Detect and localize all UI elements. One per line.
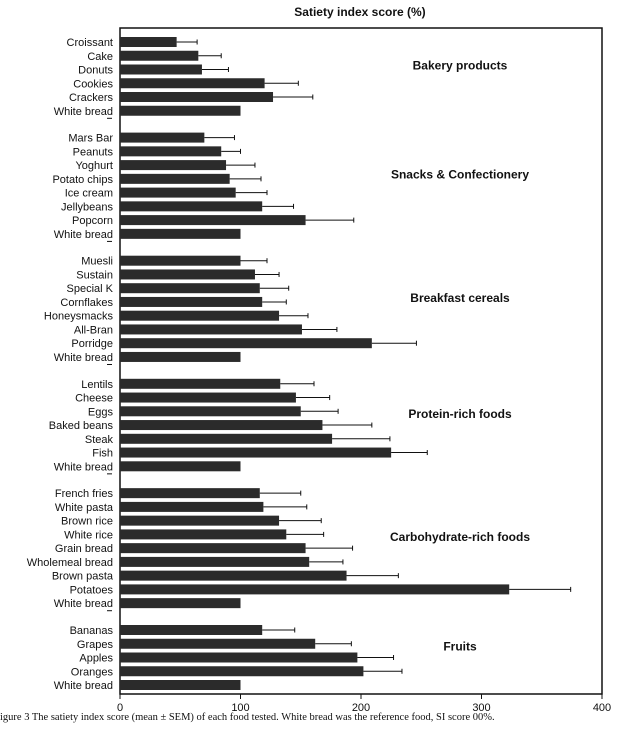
category-label: Yoghurt [75,160,113,173]
category-label: Croissant [66,37,113,49]
bar [120,557,309,567]
bar [120,598,241,608]
category-label: French fries [54,488,113,501]
category-label: Cookies [73,78,113,91]
bar [120,229,241,239]
category-label: Fish [92,447,113,460]
bar [120,37,177,47]
bar [120,488,260,498]
category-label: Oranges [70,666,113,679]
category-label: Grapes [76,638,113,651]
category-label: White bread [53,598,113,611]
category-label: Potatoes [69,584,113,597]
bar [120,543,306,553]
bar [120,324,302,334]
bar [120,160,226,170]
category-label: Potato chips [52,173,113,186]
bar [120,625,262,635]
category-label: Porridge [71,338,113,351]
category-label: Muesli [81,255,113,268]
category-label: Brown pasta [51,570,113,583]
group-label: Carbohydrate-rich foods [389,530,531,545]
bar [120,529,286,539]
bar [120,666,363,676]
bar [120,256,241,266]
group-label: Breakfast cereals [410,290,510,305]
category-label: Bananas [69,625,113,637]
category-label: Steak [84,433,113,446]
category-label: Cheese [75,392,113,405]
group-label: Snacks & Confectionery [390,167,530,182]
bar [120,584,509,594]
category-label: White bread [53,680,113,692]
bar [120,215,306,225]
x-tick-label: 300 [472,702,491,714]
category-label: Wholemeal bread [26,556,113,569]
x-tick-label: 400 [592,702,612,714]
category-label: Lentils [81,378,113,391]
group-label: Fruits [443,639,477,654]
category-label: White bread [53,105,113,118]
bar [120,188,236,198]
bar [120,379,280,389]
category-label: Eggs [87,406,113,419]
category-label: White rice [64,529,113,542]
bar [120,106,241,116]
bar [120,92,273,102]
bar [120,352,241,362]
bar [120,393,296,403]
x-tick-label: 0 [116,702,124,714]
chart-marks [27,37,611,714]
category-label: All-Bran [73,324,113,337]
bar [120,434,332,444]
x-tick-label: 100 [231,702,250,714]
category-label: Baked beans [48,420,113,433]
bar [120,311,279,321]
category-label: Peanuts [72,146,113,159]
bar [120,639,315,649]
category-label: White bread [53,351,113,364]
bar [120,78,265,88]
x-tick-label: 200 [351,702,371,714]
category-label: White bread [53,228,113,241]
bar [120,406,301,416]
bar [120,338,372,348]
category-label: Honeysmacks [43,310,113,323]
category-label: White pasta [54,501,113,514]
bar [120,461,241,471]
bar [120,680,241,690]
category-label: Cake [87,50,113,63]
group-label: Protein-rich foods [408,407,512,422]
bar [120,133,204,143]
bar [120,283,260,293]
category-label: White bread [53,461,113,474]
category-label: Mars Bar [68,132,113,145]
bar [120,269,255,279]
category-label: Brown rice [61,515,113,528]
bar [120,201,262,211]
category-label: Donuts [78,64,113,77]
category-label: Jellybeans [61,201,113,214]
bar [120,502,263,512]
category-label: Crackers [68,92,113,104]
category-label: Special K [66,283,113,296]
bar [120,297,262,307]
chart-title: Satiety index score (%) [294,5,426,19]
bar [120,51,198,61]
figure-caption: igure 3 The satiety index score (mean ± SEM) of each food tested. White bread was the reference food, SI score 00%. [0,712,495,723]
bar [120,146,221,156]
category-label: Sustain [76,269,113,282]
category-label: Grain bread [54,543,113,556]
group-label: Bakery products [412,58,508,73]
bar [120,65,202,75]
bar [120,653,357,663]
bar [120,448,391,458]
bar [120,174,230,184]
category-label: Apples [79,652,113,665]
bar [120,571,347,581]
category-label: Ice cream [64,187,113,200]
bar [120,420,322,430]
bar [120,516,279,526]
category-label: Popcorn [72,215,113,228]
category-label: Cornflakes [60,296,113,309]
